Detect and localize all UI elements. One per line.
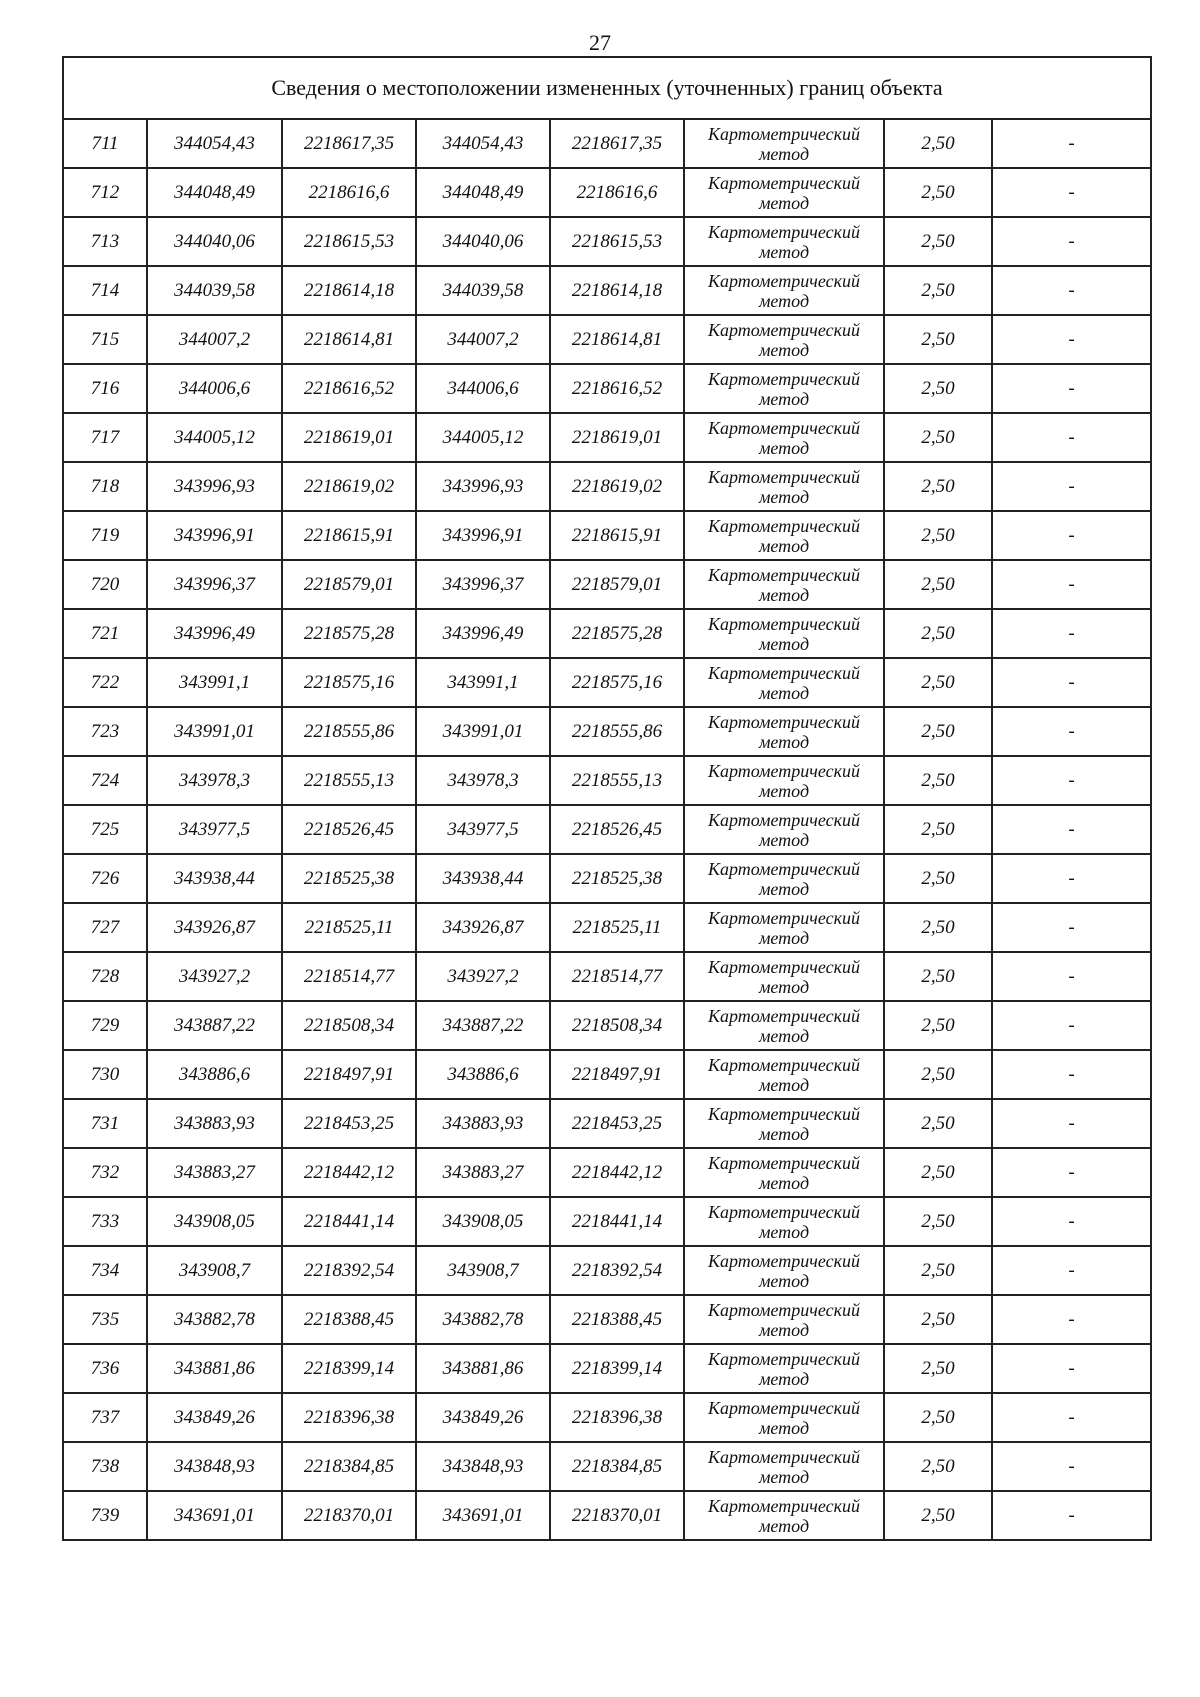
y-old-cell: 2218555,13 <box>282 756 416 805</box>
method-cell: Картометрический метод <box>684 266 884 315</box>
point-number-cell: 738 <box>63 1442 147 1491</box>
method-cell: Картометрический метод <box>684 1099 884 1148</box>
y-old-cell: 2218399,14 <box>282 1344 416 1393</box>
method-cell: Картометрический метод <box>684 364 884 413</box>
x-old-cell: 343977,5 <box>147 805 282 854</box>
method-cell: Картометрический метод <box>684 1050 884 1099</box>
table-row <box>63 266 1151 315</box>
y-new-cell: 2218525,38 <box>550 854 684 903</box>
y-new-cell: 2218441,14 <box>550 1197 684 1246</box>
y-new-cell: 2218399,14 <box>550 1344 684 1393</box>
x-new-cell: 344006,6 <box>416 364 550 413</box>
x-old-cell: 343881,86 <box>147 1344 282 1393</box>
description-cell: - <box>992 1197 1151 1246</box>
x-old-cell: 344048,49 <box>147 168 282 217</box>
accuracy-cell: 2,50 <box>884 119 992 168</box>
x-old-cell: 343978,3 <box>147 756 282 805</box>
method-cell: Картометрический метод <box>684 168 884 217</box>
x-old-cell: 343926,87 <box>147 903 282 952</box>
y-new-cell: 2218614,81 <box>550 315 684 364</box>
method-cell: Картометрический метод <box>684 119 884 168</box>
description-cell: - <box>992 315 1151 364</box>
x-new-cell: 343691,01 <box>416 1491 550 1540</box>
y-new-cell: 2218384,85 <box>550 1442 684 1491</box>
x-old-cell: 343886,6 <box>147 1050 282 1099</box>
method-cell: Картометрический метод <box>684 903 884 952</box>
point-number-cell: 730 <box>63 1050 147 1099</box>
table-row <box>63 805 1151 854</box>
x-new-cell: 343996,91 <box>416 511 550 560</box>
x-new-cell: 343886,6 <box>416 1050 550 1099</box>
x-new-cell: 344007,2 <box>416 315 550 364</box>
accuracy-cell: 2,50 <box>884 805 992 854</box>
method-cell: Картометрический метод <box>684 658 884 707</box>
table-body <box>63 119 1151 1540</box>
x-new-cell: 343908,05 <box>416 1197 550 1246</box>
y-new-cell: 2218453,25 <box>550 1099 684 1148</box>
x-new-cell: 343978,3 <box>416 756 550 805</box>
x-old-cell: 343996,37 <box>147 560 282 609</box>
point-number-cell: 737 <box>63 1393 147 1442</box>
table-row <box>63 756 1151 805</box>
point-number-cell: 715 <box>63 315 147 364</box>
x-new-cell: 343849,26 <box>416 1393 550 1442</box>
x-old-cell: 344054,43 <box>147 119 282 168</box>
point-number-cell: 711 <box>63 119 147 168</box>
description-cell: - <box>992 217 1151 266</box>
x-old-cell: 343996,91 <box>147 511 282 560</box>
accuracy-cell: 2,50 <box>884 707 992 756</box>
accuracy-cell: 2,50 <box>884 266 992 315</box>
y-old-cell: 2218526,45 <box>282 805 416 854</box>
x-new-cell: 343887,22 <box>416 1001 550 1050</box>
description-cell: - <box>992 658 1151 707</box>
table-row <box>63 1148 1151 1197</box>
accuracy-cell: 2,50 <box>884 756 992 805</box>
point-number-cell: 716 <box>63 364 147 413</box>
method-cell: Картометрический метод <box>684 1295 884 1344</box>
accuracy-cell: 2,50 <box>884 1491 992 1540</box>
x-new-cell: 343938,44 <box>416 854 550 903</box>
x-new-cell: 343991,1 <box>416 658 550 707</box>
x-old-cell: 343996,93 <box>147 462 282 511</box>
y-new-cell: 2218619,02 <box>550 462 684 511</box>
method-cell: Картометрический метод <box>684 609 884 658</box>
description-cell: - <box>992 119 1151 168</box>
accuracy-cell: 2,50 <box>884 315 992 364</box>
description-cell: - <box>992 1295 1151 1344</box>
y-new-cell: 2218555,13 <box>550 756 684 805</box>
accuracy-cell: 2,50 <box>884 1295 992 1344</box>
x-old-cell: 343882,78 <box>147 1295 282 1344</box>
table-row <box>63 903 1151 952</box>
table-row <box>63 1442 1151 1491</box>
point-number-cell: 725 <box>63 805 147 854</box>
method-cell: Картометрический метод <box>684 413 884 462</box>
method-cell: Картометрический метод <box>684 1442 884 1491</box>
accuracy-cell: 2,50 <box>884 413 992 462</box>
accuracy-cell: 2,50 <box>884 854 992 903</box>
x-new-cell: 343882,78 <box>416 1295 550 1344</box>
table-row <box>63 952 1151 1001</box>
method-cell: Картометрический метод <box>684 560 884 609</box>
y-old-cell: 2218575,28 <box>282 609 416 658</box>
x-old-cell: 343691,01 <box>147 1491 282 1540</box>
x-new-cell: 343883,27 <box>416 1148 550 1197</box>
y-old-cell: 2218441,14 <box>282 1197 416 1246</box>
y-new-cell: 2218370,01 <box>550 1491 684 1540</box>
point-number-cell: 736 <box>63 1344 147 1393</box>
table-row <box>63 854 1151 903</box>
y-old-cell: 2218555,86 <box>282 707 416 756</box>
accuracy-cell: 2,50 <box>884 364 992 413</box>
x-old-cell: 344007,2 <box>147 315 282 364</box>
x-old-cell: 343883,93 <box>147 1099 282 1148</box>
y-new-cell: 2218616,52 <box>550 364 684 413</box>
method-cell: Картометрический метод <box>684 1148 884 1197</box>
boundary-table-container <box>62 56 1150 1541</box>
method-cell: Картометрический метод <box>684 511 884 560</box>
accuracy-cell: 2,50 <box>884 217 992 266</box>
x-old-cell: 343883,27 <box>147 1148 282 1197</box>
point-number-cell: 720 <box>63 560 147 609</box>
y-new-cell: 2218525,11 <box>550 903 684 952</box>
point-number-cell: 719 <box>63 511 147 560</box>
y-old-cell: 2218579,01 <box>282 560 416 609</box>
description-cell: - <box>992 413 1151 462</box>
description-cell: - <box>992 952 1151 1001</box>
point-number-cell: 713 <box>63 217 147 266</box>
y-new-cell: 2218508,34 <box>550 1001 684 1050</box>
y-old-cell: 2218616,52 <box>282 364 416 413</box>
y-old-cell: 2218442,12 <box>282 1148 416 1197</box>
table-row <box>63 560 1151 609</box>
point-number-cell: 733 <box>63 1197 147 1246</box>
x-old-cell: 344040,06 <box>147 217 282 266</box>
y-old-cell: 2218508,34 <box>282 1001 416 1050</box>
x-old-cell: 344005,12 <box>147 413 282 462</box>
description-cell: - <box>992 462 1151 511</box>
accuracy-cell: 2,50 <box>884 1148 992 1197</box>
table-row <box>63 168 1151 217</box>
x-old-cell: 344039,58 <box>147 266 282 315</box>
point-number-cell: 717 <box>63 413 147 462</box>
table-row <box>63 1246 1151 1295</box>
x-new-cell: 343927,2 <box>416 952 550 1001</box>
y-old-cell: 2218497,91 <box>282 1050 416 1099</box>
table-row <box>63 658 1151 707</box>
page-number: 27 <box>589 30 611 55</box>
method-cell: Картометрический метод <box>684 805 884 854</box>
accuracy-cell: 2,50 <box>884 1050 992 1099</box>
accuracy-cell: 2,50 <box>884 609 992 658</box>
x-old-cell: 343991,01 <box>147 707 282 756</box>
x-old-cell: 343849,26 <box>147 1393 282 1442</box>
description-cell: - <box>992 707 1151 756</box>
y-new-cell: 2218497,91 <box>550 1050 684 1099</box>
table-title-row <box>63 57 1151 119</box>
accuracy-cell: 2,50 <box>884 560 992 609</box>
point-number-cell: 727 <box>63 903 147 952</box>
method-cell: Картометрический метод <box>684 952 884 1001</box>
y-new-cell: 2218392,54 <box>550 1246 684 1295</box>
y-new-cell: 2218575,28 <box>550 609 684 658</box>
point-number-cell: 732 <box>63 1148 147 1197</box>
table-row <box>63 1491 1151 1540</box>
method-cell: Картометрический метод <box>684 854 884 903</box>
y-old-cell: 2218384,85 <box>282 1442 416 1491</box>
point-number-cell: 729 <box>63 1001 147 1050</box>
method-cell: Картометрический метод <box>684 462 884 511</box>
y-new-cell: 2218555,86 <box>550 707 684 756</box>
x-old-cell: 343938,44 <box>147 854 282 903</box>
y-new-cell: 2218615,91 <box>550 511 684 560</box>
x-new-cell: 344005,12 <box>416 413 550 462</box>
y-new-cell: 2218442,12 <box>550 1148 684 1197</box>
accuracy-cell: 2,50 <box>884 1099 992 1148</box>
point-number-cell: 739 <box>63 1491 147 1540</box>
table-row <box>63 511 1151 560</box>
accuracy-cell: 2,50 <box>884 462 992 511</box>
table-row <box>63 315 1151 364</box>
y-old-cell: 2218615,53 <box>282 217 416 266</box>
description-cell: - <box>992 266 1151 315</box>
accuracy-cell: 2,50 <box>884 1246 992 1295</box>
x-new-cell: 343996,93 <box>416 462 550 511</box>
method-cell: Картометрический метод <box>684 1246 884 1295</box>
x-new-cell: 343926,87 <box>416 903 550 952</box>
x-new-cell: 343848,93 <box>416 1442 550 1491</box>
description-cell: - <box>992 1050 1151 1099</box>
accuracy-cell: 2,50 <box>884 1001 992 1050</box>
x-old-cell: 343848,93 <box>147 1442 282 1491</box>
y-old-cell: 2218575,16 <box>282 658 416 707</box>
y-old-cell: 2218388,45 <box>282 1295 416 1344</box>
y-new-cell: 2218575,16 <box>550 658 684 707</box>
accuracy-cell: 2,50 <box>884 168 992 217</box>
table-row <box>63 1050 1151 1099</box>
point-number-cell: 734 <box>63 1246 147 1295</box>
x-old-cell: 343908,05 <box>147 1197 282 1246</box>
table-row <box>63 1393 1151 1442</box>
description-cell: - <box>992 854 1151 903</box>
x-new-cell: 344039,58 <box>416 266 550 315</box>
point-number-cell: 722 <box>63 658 147 707</box>
point-number-cell: 728 <box>63 952 147 1001</box>
x-new-cell: 344048,49 <box>416 168 550 217</box>
y-new-cell: 2218396,38 <box>550 1393 684 1442</box>
description-cell: - <box>992 1148 1151 1197</box>
table-row <box>63 1197 1151 1246</box>
y-old-cell: 2218614,81 <box>282 315 416 364</box>
x-new-cell: 343996,37 <box>416 560 550 609</box>
description-cell: - <box>992 1344 1151 1393</box>
accuracy-cell: 2,50 <box>884 658 992 707</box>
x-new-cell: 343881,86 <box>416 1344 550 1393</box>
method-cell: Картометрический метод <box>684 756 884 805</box>
method-cell: Картометрический метод <box>684 1393 884 1442</box>
table-row <box>63 707 1151 756</box>
method-cell: Картометрический метод <box>684 1491 884 1540</box>
table-row <box>63 462 1151 511</box>
method-cell: Картометрический метод <box>684 1001 884 1050</box>
table-row <box>63 364 1151 413</box>
y-old-cell: 2218392,54 <box>282 1246 416 1295</box>
accuracy-cell: 2,50 <box>884 952 992 1001</box>
x-new-cell: 343908,7 <box>416 1246 550 1295</box>
method-cell: Картометрический метод <box>684 707 884 756</box>
description-cell: - <box>992 609 1151 658</box>
y-old-cell: 2218616,6 <box>282 168 416 217</box>
table-row <box>63 609 1151 658</box>
y-old-cell: 2218617,35 <box>282 119 416 168</box>
boundary-coordinates-table <box>62 56 1152 1541</box>
x-new-cell: 343977,5 <box>416 805 550 854</box>
table-row <box>63 1344 1151 1393</box>
point-number-cell: 718 <box>63 462 147 511</box>
y-new-cell: 2218617,35 <box>550 119 684 168</box>
table-row <box>63 413 1151 462</box>
method-cell: Картометрический метод <box>684 1344 884 1393</box>
accuracy-cell: 2,50 <box>884 1344 992 1393</box>
description-cell: - <box>992 168 1151 217</box>
description-cell: - <box>992 903 1151 952</box>
y-old-cell: 2218525,11 <box>282 903 416 952</box>
y-new-cell: 2218526,45 <box>550 805 684 854</box>
x-old-cell: 343887,22 <box>147 1001 282 1050</box>
point-number-cell: 714 <box>63 266 147 315</box>
description-cell: - <box>992 1246 1151 1295</box>
y-old-cell: 2218453,25 <box>282 1099 416 1148</box>
x-old-cell: 344006,6 <box>147 364 282 413</box>
point-number-cell: 735 <box>63 1295 147 1344</box>
method-cell: Картометрический метод <box>684 315 884 364</box>
method-cell: Картометрический метод <box>684 1197 884 1246</box>
y-old-cell: 2218614,18 <box>282 266 416 315</box>
description-cell: - <box>992 1099 1151 1148</box>
accuracy-cell: 2,50 <box>884 1197 992 1246</box>
x-new-cell: 343996,49 <box>416 609 550 658</box>
y-old-cell: 2218370,01 <box>282 1491 416 1540</box>
description-cell: - <box>992 805 1151 854</box>
x-old-cell: 343996,49 <box>147 609 282 658</box>
description-cell: - <box>992 511 1151 560</box>
description-cell: - <box>992 364 1151 413</box>
accuracy-cell: 2,50 <box>884 1393 992 1442</box>
x-old-cell: 343927,2 <box>147 952 282 1001</box>
y-new-cell: 2218514,77 <box>550 952 684 1001</box>
table-title: Сведения о местоположении измененных (уточненных) границ объекта <box>63 57 1151 119</box>
y-old-cell: 2218619,02 <box>282 462 416 511</box>
description-cell: - <box>992 560 1151 609</box>
table-row <box>63 1099 1151 1148</box>
table-row <box>63 119 1151 168</box>
accuracy-cell: 2,50 <box>884 511 992 560</box>
y-new-cell: 2218615,53 <box>550 217 684 266</box>
point-number-cell: 731 <box>63 1099 147 1148</box>
x-new-cell: 344040,06 <box>416 217 550 266</box>
accuracy-cell: 2,50 <box>884 903 992 952</box>
y-old-cell: 2218525,38 <box>282 854 416 903</box>
y-new-cell: 2218579,01 <box>550 560 684 609</box>
description-cell: - <box>992 1491 1151 1540</box>
y-new-cell: 2218388,45 <box>550 1295 684 1344</box>
y-new-cell: 2218616,6 <box>550 168 684 217</box>
y-old-cell: 2218619,01 <box>282 413 416 462</box>
description-cell: - <box>992 1442 1151 1491</box>
method-cell: Картометрический метод <box>684 217 884 266</box>
y-old-cell: 2218514,77 <box>282 952 416 1001</box>
point-number-cell: 721 <box>63 609 147 658</box>
y-new-cell: 2218614,18 <box>550 266 684 315</box>
x-new-cell: 344054,43 <box>416 119 550 168</box>
description-cell: - <box>992 1001 1151 1050</box>
x-old-cell: 343991,1 <box>147 658 282 707</box>
description-cell: - <box>992 1393 1151 1442</box>
table-row <box>63 1001 1151 1050</box>
point-number-cell: 724 <box>63 756 147 805</box>
description-cell: - <box>992 756 1151 805</box>
y-old-cell: 2218615,91 <box>282 511 416 560</box>
table-row <box>63 217 1151 266</box>
y-old-cell: 2218396,38 <box>282 1393 416 1442</box>
y-new-cell: 2218619,01 <box>550 413 684 462</box>
point-number-cell: 712 <box>63 168 147 217</box>
point-number-cell: 723 <box>63 707 147 756</box>
accuracy-cell: 2,50 <box>884 1442 992 1491</box>
point-number-cell: 726 <box>63 854 147 903</box>
table-row <box>63 1295 1151 1344</box>
x-old-cell: 343908,7 <box>147 1246 282 1295</box>
x-new-cell: 343883,93 <box>416 1099 550 1148</box>
x-new-cell: 343991,01 <box>416 707 550 756</box>
